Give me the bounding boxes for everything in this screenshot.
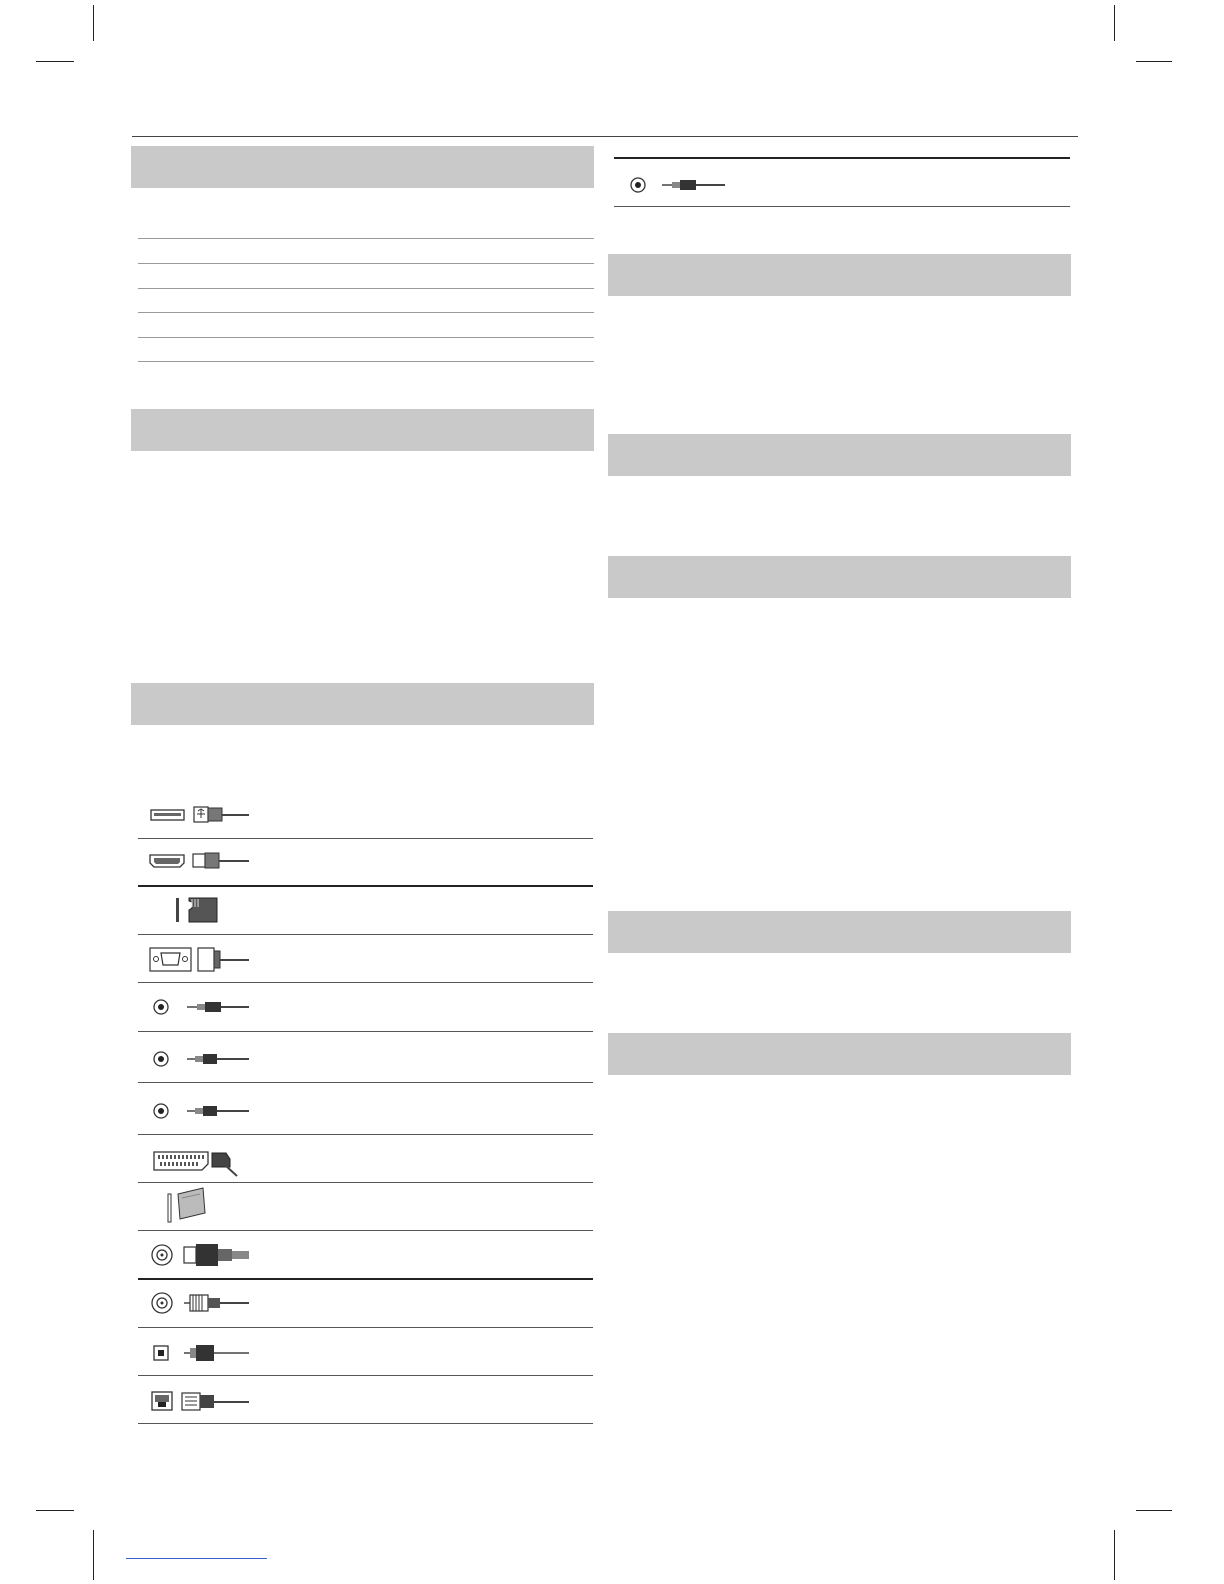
- hdmi-plug-icon: [191, 851, 250, 871]
- crop-mark-bottom-left-horizontal: [36, 1510, 74, 1511]
- connector-rule-5: [138, 1031, 593, 1032]
- usb-port-icon: [150, 808, 186, 822]
- mini-jack-plug-icon: [660, 178, 726, 192]
- connector-rule-7: [138, 1134, 593, 1135]
- connector-rule-6: [138, 1082, 593, 1083]
- spec-table-rule-6: [138, 361, 594, 362]
- audio-jack-icon: [152, 998, 170, 1016]
- right-table-top-rule: [614, 157, 1070, 159]
- spec-table-rule-4: [138, 312, 594, 313]
- page-header-rule: [132, 136, 1078, 137]
- rca-plug-icon: [185, 1104, 250, 1118]
- spec-table-rule-3: [138, 288, 594, 289]
- ethernet-plug-icon: [180, 1390, 250, 1414]
- connector-rule-9: [138, 1230, 593, 1231]
- right-section-2-heading-band: [608, 434, 1071, 476]
- connector-rule-2: [138, 885, 593, 887]
- right-section-5-heading-band: [608, 1033, 1071, 1075]
- f-connector-plug-icon: [182, 1292, 250, 1314]
- connector-rule-1: [138, 838, 593, 839]
- rca-jack-icon: [152, 1050, 170, 1068]
- right-table-bottom-rule: [614, 206, 1070, 207]
- mini-jack-plug-icon: [185, 1000, 250, 1014]
- connector-rule-10: [138, 1278, 593, 1280]
- connector-rule-11: [138, 1327, 593, 1328]
- crop-mark-top-right-vertical: [1114, 5, 1115, 41]
- hdmi-port-icon: [148, 853, 186, 869]
- crop-mark-bottom-left-vertical: [93, 1530, 94, 1580]
- rca-jack-icon: [152, 1102, 170, 1120]
- usb-plug-icon: [192, 805, 250, 825]
- spec-table-rule-2: [138, 263, 594, 264]
- connector-rule-13: [138, 1423, 593, 1424]
- crop-mark-top-left-vertical: [93, 5, 94, 41]
- satellite-port-icon: [150, 1291, 174, 1315]
- connector-rule-4: [138, 982, 593, 983]
- vga-port-icon: [149, 947, 193, 973]
- micro-sd-card-icon: [186, 896, 220, 924]
- crop-mark-top-left-horizontal: [36, 61, 74, 62]
- rf-plug-icon: [182, 1242, 250, 1268]
- scart-plug-icon: [210, 1150, 240, 1178]
- spec-table-rule-5: [138, 337, 594, 338]
- spec-table-rule-1: [138, 238, 594, 239]
- rca-plug-icon: [185, 1052, 250, 1066]
- optical-port-icon: [152, 1344, 170, 1362]
- ci-card-icon: [175, 1186, 209, 1222]
- right-section-3-heading-band: [608, 556, 1071, 598]
- left-section-1-heading-band: [131, 146, 594, 188]
- card-slot-icon: [174, 897, 182, 923]
- footer-link-underline[interactable]: [126, 1558, 267, 1559]
- connector-rule-12: [138, 1375, 593, 1376]
- left-section-3-heading-band: [131, 683, 594, 725]
- crop-mark-top-right-horizontal: [1136, 61, 1172, 62]
- headphone-jack-icon: [629, 176, 647, 194]
- connector-rule-8: [138, 1182, 593, 1183]
- crop-mark-bottom-right-vertical: [1114, 1530, 1115, 1580]
- optical-plug-icon: [182, 1343, 250, 1363]
- crop-mark-bottom-right-horizontal: [1136, 1510, 1172, 1511]
- connector-rule-3: [138, 934, 593, 935]
- right-section-1-heading-band: [608, 254, 1071, 296]
- left-section-2-heading-band: [131, 409, 594, 451]
- ci-slot-icon: [166, 1193, 174, 1223]
- vga-plug-icon: [195, 945, 250, 975]
- ethernet-port-icon: [150, 1390, 174, 1412]
- scart-port-icon: [152, 1150, 210, 1172]
- right-section-4-heading-band: [608, 911, 1071, 953]
- rf-antenna-port-icon: [150, 1243, 174, 1267]
